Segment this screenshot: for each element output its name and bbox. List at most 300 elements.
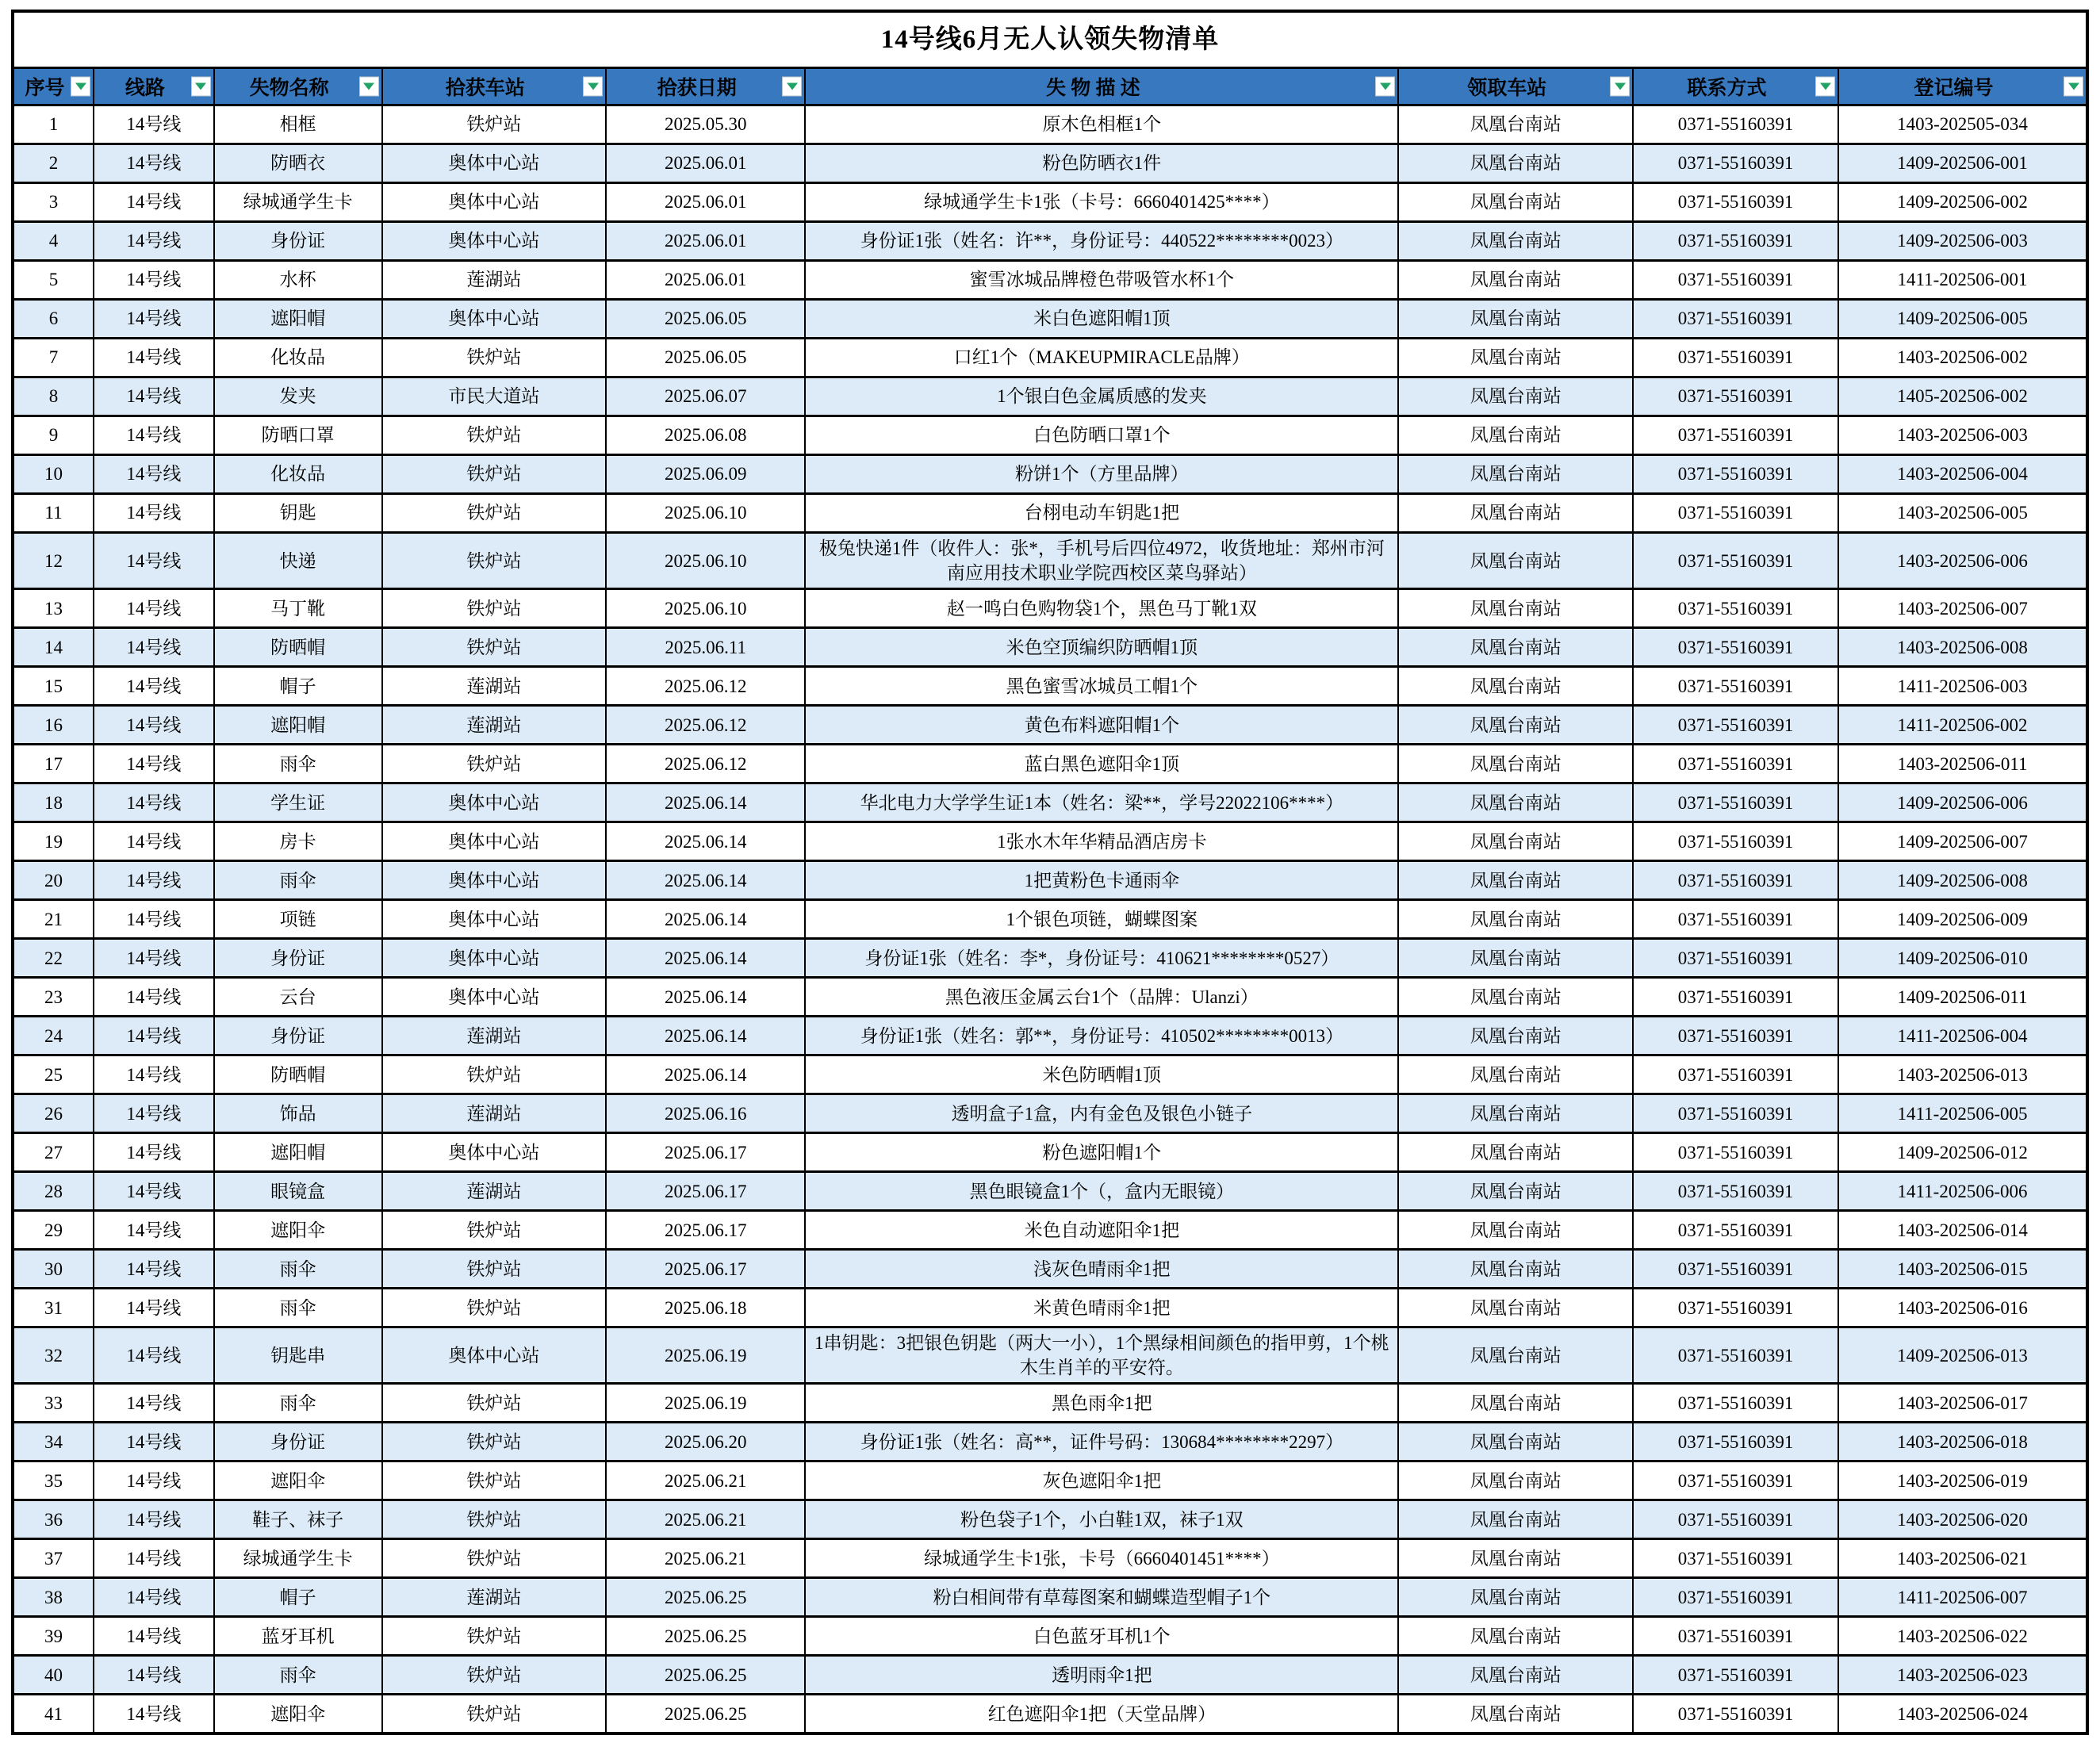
cell-found_date: 2025.06.10 — [606, 494, 805, 533]
cell-found_date: 2025.06.12 — [606, 667, 805, 706]
table-row — [13, 1094, 2087, 1133]
cell-line: 14号线 — [94, 339, 214, 377]
cell-seq: 7 — [13, 339, 94, 377]
cell-line: 14号线 — [94, 1250, 214, 1289]
cell-pickup_station: 凤凰台南站 — [1398, 822, 1633, 861]
cell-found_station: 铁炉站 — [382, 1539, 607, 1578]
column-label-reg_no: 登记编号 — [1914, 78, 1994, 99]
cell-contact: 0371-55160391 — [1633, 1055, 1838, 1094]
table-row — [13, 861, 2087, 900]
column-label-item_name: 失物名称 — [249, 78, 329, 99]
cell-line: 14号线 — [94, 105, 214, 144]
cell-contact: 0371-55160391 — [1633, 1578, 1838, 1617]
cell-reg_no: 1403-202506-008 — [1838, 628, 2087, 667]
column-label-description: 失 物 描 述 — [1045, 78, 1140, 99]
filter-button-found_date[interactable] — [782, 77, 802, 97]
cell-pickup_station: 凤凰台南站 — [1398, 1094, 1633, 1133]
cell-item_name: 化妆品 — [214, 339, 382, 377]
cell-line: 14号线 — [94, 455, 214, 494]
cell-description: 绿城通学生卡1张，卡号（6660401451****） — [805, 1539, 1398, 1578]
cell-found_date: 2025.06.08 — [606, 416, 805, 455]
cell-contact: 0371-55160391 — [1633, 1133, 1838, 1172]
cell-item_name: 防晒帽 — [214, 1055, 382, 1094]
cell-description: 透明雨伞1把 — [805, 1656, 1398, 1695]
cell-contact: 0371-55160391 — [1633, 1289, 1838, 1327]
filter-button-reg_no[interactable] — [2064, 77, 2083, 97]
table-row — [13, 1578, 2087, 1617]
cell-item_name: 身份证 — [214, 939, 382, 978]
cell-line: 14号线 — [94, 1695, 214, 1734]
cell-seq: 18 — [13, 783, 94, 822]
cell-found_station: 铁炉站 — [382, 1384, 607, 1423]
cell-line: 14号线 — [94, 1017, 214, 1055]
cell-item_name: 雨伞 — [214, 1289, 382, 1327]
cell-seq: 8 — [13, 377, 94, 416]
triangle-down-icon — [2068, 83, 2079, 90]
cell-pickup_station: 凤凰台南站 — [1398, 1172, 1633, 1211]
cell-seq: 24 — [13, 1017, 94, 1055]
cell-found_date: 2025.06.07 — [606, 377, 805, 416]
cell-line: 14号线 — [94, 783, 214, 822]
cell-pickup_station: 凤凰台南站 — [1398, 1017, 1633, 1055]
cell-reg_no: 1411-202506-005 — [1838, 1094, 2087, 1133]
triangle-down-icon — [1820, 83, 1831, 90]
cell-line: 14号线 — [94, 183, 214, 222]
cell-pickup_station: 凤凰台南站 — [1398, 105, 1633, 144]
cell-found_station: 莲湖站 — [382, 1017, 607, 1055]
cell-line: 14号线 — [94, 1539, 214, 1578]
table-row — [13, 455, 2087, 494]
table-row — [13, 1055, 2087, 1094]
cell-description: 米白色遮阳帽1顶 — [805, 300, 1398, 339]
cell-line: 14号线 — [94, 745, 214, 783]
cell-reg_no: 1411-202506-007 — [1838, 1578, 2087, 1617]
cell-description: 浅灰色晴雨伞1把 — [805, 1250, 1398, 1289]
cell-reg_no: 1409-202506-013 — [1838, 1327, 2087, 1384]
cell-reg_no: 1409-202506-007 — [1838, 822, 2087, 861]
filter-button-pickup_station[interactable] — [1610, 77, 1630, 97]
cell-found_date: 2025.06.14 — [606, 939, 805, 978]
cell-pickup_station: 凤凰台南站 — [1398, 1055, 1633, 1094]
cell-contact: 0371-55160391 — [1633, 1461, 1838, 1500]
cell-seq: 16 — [13, 706, 94, 745]
cell-found_date: 2025.06.14 — [606, 861, 805, 900]
table-row — [13, 1656, 2087, 1695]
column-header-item_name — [214, 68, 382, 105]
cell-description: 蜜雪冰城品牌橙色带吸管水杯1个 — [805, 261, 1398, 300]
cell-description: 1串钥匙：3把银色钥匙（两大一小），1个黑绿相间颜色的指甲剪，1个桃木生肖羊的平安符。 — [805, 1327, 1398, 1384]
cell-found_station: 铁炉站 — [382, 1211, 607, 1250]
table-row — [13, 1327, 2087, 1384]
cell-seq: 15 — [13, 667, 94, 706]
column-header-contact — [1633, 68, 1838, 105]
cell-seq: 2 — [13, 144, 94, 183]
cell-seq: 14 — [13, 628, 94, 667]
cell-description: 1把黄粉色卡通雨伞 — [805, 861, 1398, 900]
column-header-pickup_station — [1398, 68, 1633, 105]
cell-description: 蓝白黑色遮阳伞1顶 — [805, 745, 1398, 783]
cell-pickup_station: 凤凰台南站 — [1398, 1327, 1633, 1384]
cell-found_date: 2025.06.14 — [606, 1017, 805, 1055]
cell-item_name: 防晒帽 — [214, 628, 382, 667]
cell-found_station: 奥体中心站 — [382, 861, 607, 900]
cell-contact: 0371-55160391 — [1633, 1539, 1838, 1578]
cell-found_date: 2025.06.16 — [606, 1094, 805, 1133]
cell-seq: 39 — [13, 1617, 94, 1656]
cell-reg_no: 1403-202506-016 — [1838, 1289, 2087, 1327]
filter-button-seq[interactable] — [71, 77, 90, 97]
column-header-reg_no — [1838, 68, 2087, 105]
cell-seq: 19 — [13, 822, 94, 861]
cell-seq: 29 — [13, 1211, 94, 1250]
cell-pickup_station: 凤凰台南站 — [1398, 416, 1633, 455]
cell-item_name: 防晒口罩 — [214, 416, 382, 455]
cell-contact: 0371-55160391 — [1633, 822, 1838, 861]
cell-contact: 0371-55160391 — [1633, 667, 1838, 706]
table-row — [13, 533, 2087, 589]
table-row — [13, 939, 2087, 978]
cell-found_date: 2025.06.17 — [606, 1211, 805, 1250]
cell-line: 14号线 — [94, 628, 214, 667]
cell-contact: 0371-55160391 — [1633, 861, 1838, 900]
cell-found_date: 2025.06.14 — [606, 783, 805, 822]
cell-found_station: 铁炉站 — [382, 1617, 607, 1656]
cell-line: 14号线 — [94, 377, 214, 416]
cell-reg_no: 1403-202506-021 — [1838, 1539, 2087, 1578]
cell-line: 14号线 — [94, 1055, 214, 1094]
cell-contact: 0371-55160391 — [1633, 706, 1838, 745]
cell-description: 粉饼1个（方里品牌） — [805, 455, 1398, 494]
filter-button-description[interactable] — [1375, 77, 1395, 97]
cell-found_station: 莲湖站 — [382, 1578, 607, 1617]
cell-contact: 0371-55160391 — [1633, 144, 1838, 183]
cell-description: 1个银色项链，蝴蝶图案 — [805, 900, 1398, 939]
cell-contact: 0371-55160391 — [1633, 1172, 1838, 1211]
cell-contact: 0371-55160391 — [1633, 1656, 1838, 1695]
cell-item_name: 眼镜盒 — [214, 1172, 382, 1211]
cell-found_date: 2025.06.10 — [606, 589, 805, 628]
cell-seq: 31 — [13, 1289, 94, 1327]
cell-seq: 36 — [13, 1500, 94, 1539]
cell-contact: 0371-55160391 — [1633, 416, 1838, 455]
cell-line: 14号线 — [94, 1617, 214, 1656]
table-row — [13, 105, 2087, 144]
cell-reg_no: 1403-202506-023 — [1838, 1656, 2087, 1695]
cell-pickup_station: 凤凰台南站 — [1398, 1539, 1633, 1578]
cell-line: 14号线 — [94, 1289, 214, 1327]
cell-seq: 11 — [13, 494, 94, 533]
cell-found_station: 铁炉站 — [382, 1500, 607, 1539]
table-row — [13, 1211, 2087, 1250]
cell-found_date: 2025.06.25 — [606, 1656, 805, 1695]
cell-reg_no: 1403-202506-006 — [1838, 533, 2087, 589]
cell-seq: 4 — [13, 222, 94, 261]
cell-item_name: 遮阳伞 — [214, 1211, 382, 1250]
cell-found_date: 2025.06.17 — [606, 1172, 805, 1211]
cell-pickup_station: 凤凰台南站 — [1398, 861, 1633, 900]
triangle-down-icon — [1380, 83, 1391, 90]
cell-seq: 33 — [13, 1384, 94, 1423]
cell-found_date: 2025.06.21 — [606, 1539, 805, 1578]
cell-pickup_station: 凤凰台南站 — [1398, 1695, 1633, 1734]
cell-reg_no: 1403-202506-003 — [1838, 416, 2087, 455]
cell-seq: 28 — [13, 1172, 94, 1211]
cell-found_date: 2025.06.14 — [606, 900, 805, 939]
cell-contact: 0371-55160391 — [1633, 105, 1838, 144]
filter-button-found_station[interactable] — [583, 77, 603, 97]
cell-item_name: 相框 — [214, 105, 382, 144]
cell-seq: 40 — [13, 1656, 94, 1695]
table-row — [13, 628, 2087, 667]
cell-description: 极兔快递1件（收件人：张*，手机号后四位4972，收货地址：郑州市河南应用技术职业学院西校区菜鸟驿站） — [805, 533, 1398, 589]
table-row — [13, 1539, 2087, 1578]
table-row — [13, 1500, 2087, 1539]
cell-found_date: 2025.06.09 — [606, 455, 805, 494]
cell-found_date: 2025.06.01 — [606, 222, 805, 261]
cell-description: 米色自动遮阳伞1把 — [805, 1211, 1398, 1250]
table-row — [13, 377, 2087, 416]
cell-line: 14号线 — [94, 533, 214, 589]
cell-description: 白色防晒口罩1个 — [805, 416, 1398, 455]
cell-found_date: 2025.06.12 — [606, 706, 805, 745]
cell-pickup_station: 凤凰台南站 — [1398, 783, 1633, 822]
table-row — [13, 300, 2087, 339]
cell-contact: 0371-55160391 — [1633, 628, 1838, 667]
cell-pickup_station: 凤凰台南站 — [1398, 1461, 1633, 1500]
page-title: 14号线6月无人认领失物清单 — [13, 11, 2087, 68]
cell-seq: 5 — [13, 261, 94, 300]
cell-description: 红色遮阳伞1把（天堂品牌） — [805, 1695, 1398, 1734]
cell-line: 14号线 — [94, 939, 214, 978]
cell-line: 14号线 — [94, 1094, 214, 1133]
cell-found_date: 2025.06.17 — [606, 1250, 805, 1289]
cell-pickup_station: 凤凰台南站 — [1398, 667, 1633, 706]
cell-found_station: 奥体中心站 — [382, 978, 607, 1017]
cell-contact: 0371-55160391 — [1633, 783, 1838, 822]
cell-found_date: 2025.06.18 — [606, 1289, 805, 1327]
cell-reg_no: 1403-202506-019 — [1838, 1461, 2087, 1500]
cell-item_name: 蓝牙耳机 — [214, 1617, 382, 1656]
filter-button-line[interactable] — [191, 77, 211, 97]
table-row — [13, 494, 2087, 533]
cell-found_date: 2025.06.11 — [606, 628, 805, 667]
cell-found_station: 铁炉站 — [382, 494, 607, 533]
cell-item_name: 鞋子、袜子 — [214, 1500, 382, 1539]
cell-found_station: 奥体中心站 — [382, 900, 607, 939]
table-body — [13, 105, 2087, 1734]
cell-reg_no: 1403-202506-013 — [1838, 1055, 2087, 1094]
cell-description: 粉色袋子1个，小白鞋1双，袜子1双 — [805, 1500, 1398, 1539]
cell-found_station: 市民大道站 — [382, 377, 607, 416]
cell-description: 米黄色晴雨伞1把 — [805, 1289, 1398, 1327]
cell-line: 14号线 — [94, 1423, 214, 1461]
column-header-seq — [13, 68, 94, 105]
cell-seq: 9 — [13, 416, 94, 455]
table-row — [13, 706, 2087, 745]
cell-description: 赵一鸣白色购物袋1个，黑色马丁靴1双 — [805, 589, 1398, 628]
cell-item_name: 钥匙 — [214, 494, 382, 533]
cell-seq: 38 — [13, 1578, 94, 1617]
cell-found_date: 2025.06.21 — [606, 1500, 805, 1539]
cell-reg_no: 1403-202506-024 — [1838, 1695, 2087, 1734]
cell-found_station: 铁炉站 — [382, 1461, 607, 1500]
cell-contact: 0371-55160391 — [1633, 455, 1838, 494]
cell-contact: 0371-55160391 — [1633, 1017, 1838, 1055]
cell-description: 原木色相框1个 — [805, 105, 1398, 144]
triangle-down-icon — [588, 83, 599, 90]
table-row — [13, 339, 2087, 377]
cell-found_date: 2025.06.01 — [606, 144, 805, 183]
cell-line: 14号线 — [94, 1578, 214, 1617]
cell-found_station: 莲湖站 — [382, 1094, 607, 1133]
cell-description: 绿城通学生卡1张（卡号：6660401425****） — [805, 183, 1398, 222]
cell-contact: 0371-55160391 — [1633, 261, 1838, 300]
cell-found_station: 奥体中心站 — [382, 300, 607, 339]
cell-found_station: 铁炉站 — [382, 1695, 607, 1734]
cell-contact: 0371-55160391 — [1633, 978, 1838, 1017]
cell-pickup_station: 凤凰台南站 — [1398, 533, 1633, 589]
cell-pickup_station: 凤凰台南站 — [1398, 1250, 1633, 1289]
cell-item_name: 发夹 — [214, 377, 382, 416]
cell-reg_no: 1403-202506-014 — [1838, 1211, 2087, 1250]
cell-found_date: 2025.06.10 — [606, 533, 805, 589]
cell-found_station: 铁炉站 — [382, 533, 607, 589]
cell-found_date: 2025.06.25 — [606, 1695, 805, 1734]
cell-found_station: 奥体中心站 — [382, 183, 607, 222]
cell-found_station: 莲湖站 — [382, 667, 607, 706]
cell-line: 14号线 — [94, 261, 214, 300]
cell-found_station: 铁炉站 — [382, 1656, 607, 1695]
cell-description: 黑色雨伞1把 — [805, 1384, 1398, 1423]
table-row — [13, 144, 2087, 183]
cell-reg_no: 1409-202506-008 — [1838, 861, 2087, 900]
cell-description: 1张水木年华精品酒店房卡 — [805, 822, 1398, 861]
cell-pickup_station: 凤凰台南站 — [1398, 706, 1633, 745]
cell-contact: 0371-55160391 — [1633, 533, 1838, 589]
cell-item_name: 马丁靴 — [214, 589, 382, 628]
cell-description: 白色蓝牙耳机1个 — [805, 1617, 1398, 1656]
cell-found_station: 奥体中心站 — [382, 1327, 607, 1384]
cell-reg_no: 1411-202506-003 — [1838, 667, 2087, 706]
cell-contact: 0371-55160391 — [1633, 300, 1838, 339]
cell-contact: 0371-55160391 — [1633, 1250, 1838, 1289]
cell-reg_no: 1409-202506-009 — [1838, 900, 2087, 939]
column-label-pickup_station: 领取车站 — [1467, 78, 1547, 99]
cell-seq: 30 — [13, 1250, 94, 1289]
cell-found_station: 铁炉站 — [382, 416, 607, 455]
cell-line: 14号线 — [94, 1211, 214, 1250]
cell-pickup_station: 凤凰台南站 — [1398, 900, 1633, 939]
table-row — [13, 900, 2087, 939]
cell-reg_no: 1409-202506-005 — [1838, 300, 2087, 339]
cell-reg_no: 1403-202506-011 — [1838, 745, 2087, 783]
cell-seq: 1 — [13, 105, 94, 144]
cell-description: 黑色液压金属云台1个（品牌：Ulanzi） — [805, 978, 1398, 1017]
cell-contact: 0371-55160391 — [1633, 1211, 1838, 1250]
cell-line: 14号线 — [94, 861, 214, 900]
cell-line: 14号线 — [94, 1327, 214, 1384]
column-label-found_station: 拾获车站 — [445, 78, 525, 99]
cell-seq: 37 — [13, 1539, 94, 1578]
cell-line: 14号线 — [94, 978, 214, 1017]
column-header-description — [805, 68, 1398, 105]
cell-seq: 12 — [13, 533, 94, 589]
cell-contact: 0371-55160391 — [1633, 377, 1838, 416]
cell-found_station: 奥体中心站 — [382, 222, 607, 261]
cell-pickup_station: 凤凰台南站 — [1398, 455, 1633, 494]
cell-pickup_station: 凤凰台南站 — [1398, 1578, 1633, 1617]
column-label-contact: 联系方式 — [1687, 78, 1767, 99]
cell-item_name: 雨伞 — [214, 1384, 382, 1423]
cell-line: 14号线 — [94, 822, 214, 861]
cell-contact: 0371-55160391 — [1633, 900, 1838, 939]
column-header-found_station — [382, 68, 607, 105]
cell-reg_no: 1409-202506-001 — [1838, 144, 2087, 183]
cell-contact: 0371-55160391 — [1633, 339, 1838, 377]
triangle-down-icon — [195, 83, 206, 90]
cell-line: 14号线 — [94, 667, 214, 706]
table-row — [13, 978, 2087, 1017]
cell-description: 身份证1张（姓名：许**，身份证号：440522********0023） — [805, 222, 1398, 261]
cell-found_station: 铁炉站 — [382, 339, 607, 377]
filter-button-contact[interactable] — [1815, 77, 1835, 97]
cell-description: 透明盒子1盒，内有金色及银色小链子 — [805, 1094, 1398, 1133]
cell-reg_no: 1411-202506-002 — [1838, 706, 2087, 745]
cell-found_date: 2025.06.17 — [606, 1133, 805, 1172]
cell-pickup_station: 凤凰台南站 — [1398, 628, 1633, 667]
cell-contact: 0371-55160391 — [1633, 1384, 1838, 1423]
cell-description: 粉白相间带有草莓图案和蝴蝶造型帽子1个 — [805, 1578, 1398, 1617]
cell-pickup_station: 凤凰台南站 — [1398, 1384, 1633, 1423]
cell-item_name: 身份证 — [214, 1017, 382, 1055]
table-row — [13, 783, 2087, 822]
cell-item_name: 云台 — [214, 978, 382, 1017]
cell-description: 粉色遮阳帽1个 — [805, 1133, 1398, 1172]
cell-reg_no: 1409-202506-010 — [1838, 939, 2087, 978]
cell-found_station: 铁炉站 — [382, 105, 607, 144]
cell-reg_no: 1403-202506-007 — [1838, 589, 2087, 628]
cell-seq: 35 — [13, 1461, 94, 1500]
table-row — [13, 183, 2087, 222]
cell-description: 身份证1张（姓名：郭**，身份证号：410502********0013） — [805, 1017, 1398, 1055]
cell-pickup_station: 凤凰台南站 — [1398, 1133, 1633, 1172]
cell-item_name: 学生证 — [214, 783, 382, 822]
table-row — [13, 667, 2087, 706]
cell-contact: 0371-55160391 — [1633, 1423, 1838, 1461]
table-row — [13, 416, 2087, 455]
cell-found_date: 2025.06.25 — [606, 1578, 805, 1617]
cell-item_name: 房卡 — [214, 822, 382, 861]
cell-item_name: 绿城通学生卡 — [214, 183, 382, 222]
cell-line: 14号线 — [94, 1384, 214, 1423]
table-row — [13, 222, 2087, 261]
title-row — [13, 11, 2087, 68]
cell-reg_no: 1403-202506-005 — [1838, 494, 2087, 533]
cell-item_name: 饰品 — [214, 1094, 382, 1133]
cell-item_name: 快递 — [214, 533, 382, 589]
cell-item_name: 绿城通学生卡 — [214, 1539, 382, 1578]
table-row — [13, 1695, 2087, 1734]
cell-found_station: 莲湖站 — [382, 261, 607, 300]
lost-items-table — [11, 10, 2089, 1735]
cell-description: 黑色蜜雪冰城员工帽1个 — [805, 667, 1398, 706]
cell-found_date: 2025.06.05 — [606, 339, 805, 377]
cell-contact: 0371-55160391 — [1633, 1695, 1838, 1734]
cell-item_name: 遮阳帽 — [214, 300, 382, 339]
filter-button-item_name[interactable] — [359, 77, 379, 97]
cell-item_name: 雨伞 — [214, 745, 382, 783]
cell-reg_no: 1411-202506-006 — [1838, 1172, 2087, 1211]
